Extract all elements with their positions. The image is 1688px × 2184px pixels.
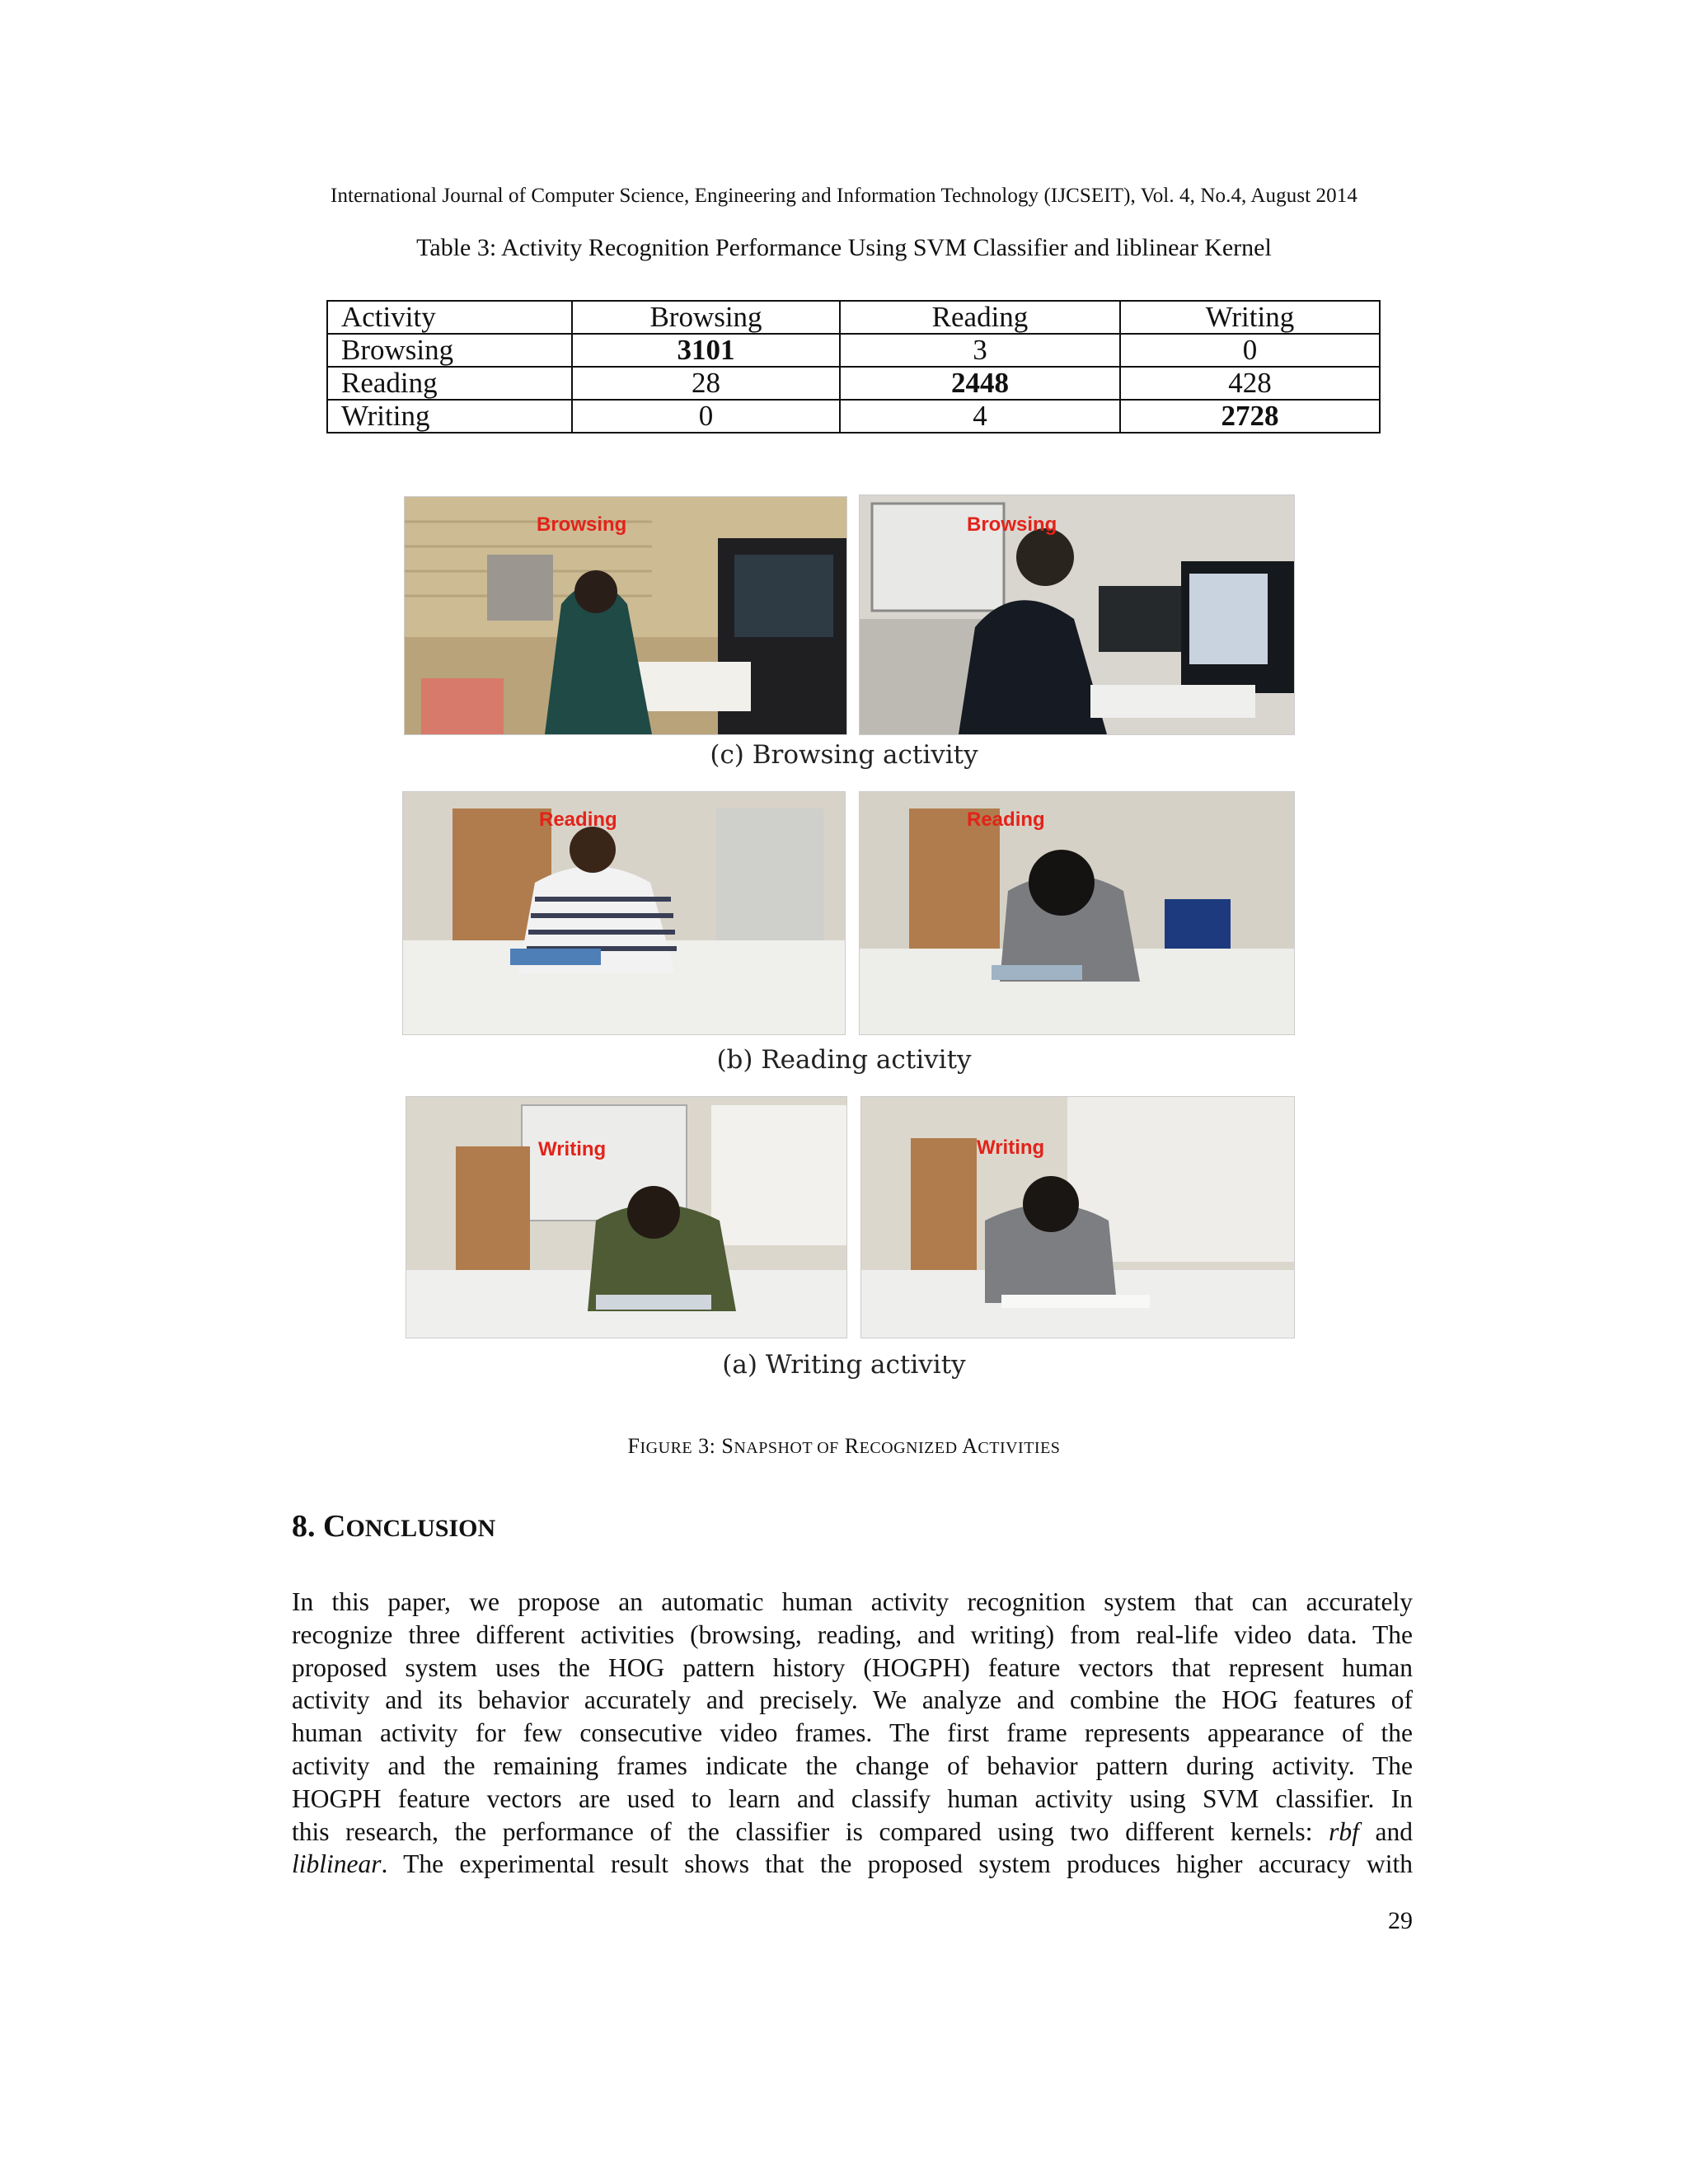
table-cell: 0 bbox=[1120, 334, 1380, 367]
page-number: 29 bbox=[1388, 1907, 1413, 1934]
running-header: International Journal of Computer Science, Engineering and Information Technology (IJCSEIT), Vol. 4, No.4, August 2014 bbox=[331, 185, 1357, 207]
table-cell: 4 bbox=[840, 400, 1120, 433]
writing-photo-right bbox=[860, 1096, 1295, 1338]
browsing-subcaption: (c) Browsing activity bbox=[710, 740, 978, 770]
paragraph-line: human activity for few consecutive video frames. The first frame represents appearance of the bbox=[292, 1718, 1413, 1748]
table-cell: 2728 bbox=[1120, 400, 1380, 433]
table-cell: 3 bbox=[840, 334, 1120, 367]
table-header-cell: Activity bbox=[327, 301, 572, 334]
conclusion-paragraph bbox=[292, 1586, 1413, 1881]
paragraph-line: activity and the remaining frames indicate the change of behavior pattern during activity. The bbox=[292, 1750, 1413, 1780]
table-caption: Table 3: Activity Recognition Performance Using SVM Classifier and liblinear Kernel bbox=[416, 234, 1272, 261]
table-row bbox=[327, 400, 1380, 433]
table-cell: 3101 bbox=[572, 334, 840, 367]
paragraph-line: recognize three different activities (browsing, reading, and writing) from real-life video data. The bbox=[292, 1619, 1413, 1649]
table-cell: 0 bbox=[572, 400, 840, 433]
row-label: Writing bbox=[327, 400, 572, 433]
reading-photo-left bbox=[402, 791, 846, 1035]
row-label: Reading bbox=[327, 367, 572, 400]
figure-caption: FIGURE 3: SNAPSHOT OF RECOGNIZED ACTIVITIES bbox=[627, 1434, 1061, 1458]
table-cell: 28 bbox=[572, 367, 840, 400]
browsing-tag: Browsing bbox=[967, 513, 1057, 536]
row-label: Browsing bbox=[327, 334, 572, 367]
table-cell: 428 bbox=[1120, 367, 1380, 400]
confusion-matrix-table bbox=[326, 300, 1381, 434]
writing-tag: Writing bbox=[538, 1138, 607, 1160]
reading-photo-right bbox=[859, 791, 1295, 1035]
browsing-photo-left bbox=[404, 496, 847, 735]
browsing-photo-right bbox=[859, 494, 1295, 735]
paragraph-line: In this paper, we propose an automatic human activity recognition system that can accurately bbox=[292, 1587, 1413, 1616]
reading-tag: Reading bbox=[539, 808, 617, 831]
table-header-cell: Browsing bbox=[572, 301, 840, 334]
paragraph-line: liblinear. The experimental result shows that the proposed system produces higher accuracy with bbox=[292, 1849, 1413, 1879]
table-cell: 2448 bbox=[840, 367, 1120, 400]
paragraph-line: activity and its behavior accurately and precisely. We analyze and combine the HOG features of bbox=[292, 1685, 1413, 1715]
browsing-tag: Browsing bbox=[537, 513, 627, 536]
paragraph-line: this research, the performance of the classifier is compared using two different kernels: rbf and bbox=[292, 1816, 1414, 1846]
table-header-cell: Writing bbox=[1120, 301, 1380, 334]
writing-photo-left bbox=[406, 1096, 847, 1338]
table-row bbox=[327, 367, 1380, 400]
paragraph-line: proposed system uses the HOG pattern history (HOGPH) feature vectors that represent human bbox=[292, 1652, 1413, 1682]
writing-subcaption: (a) Writing activity bbox=[722, 1350, 966, 1380]
paragraph-line: HOGPH feature vectors are used to learn and classify human activity using SVM classifier. In bbox=[292, 1783, 1413, 1813]
table-header-cell: Reading bbox=[840, 301, 1120, 334]
section-heading: 8. CONCLUSION bbox=[292, 1509, 496, 1544]
writing-tag: Writing bbox=[977, 1137, 1045, 1159]
table-row bbox=[327, 334, 1380, 367]
reading-subcaption: (b) Reading activity bbox=[716, 1045, 972, 1075]
table-header-row bbox=[327, 301, 1380, 334]
reading-tag: Reading bbox=[967, 808, 1045, 831]
